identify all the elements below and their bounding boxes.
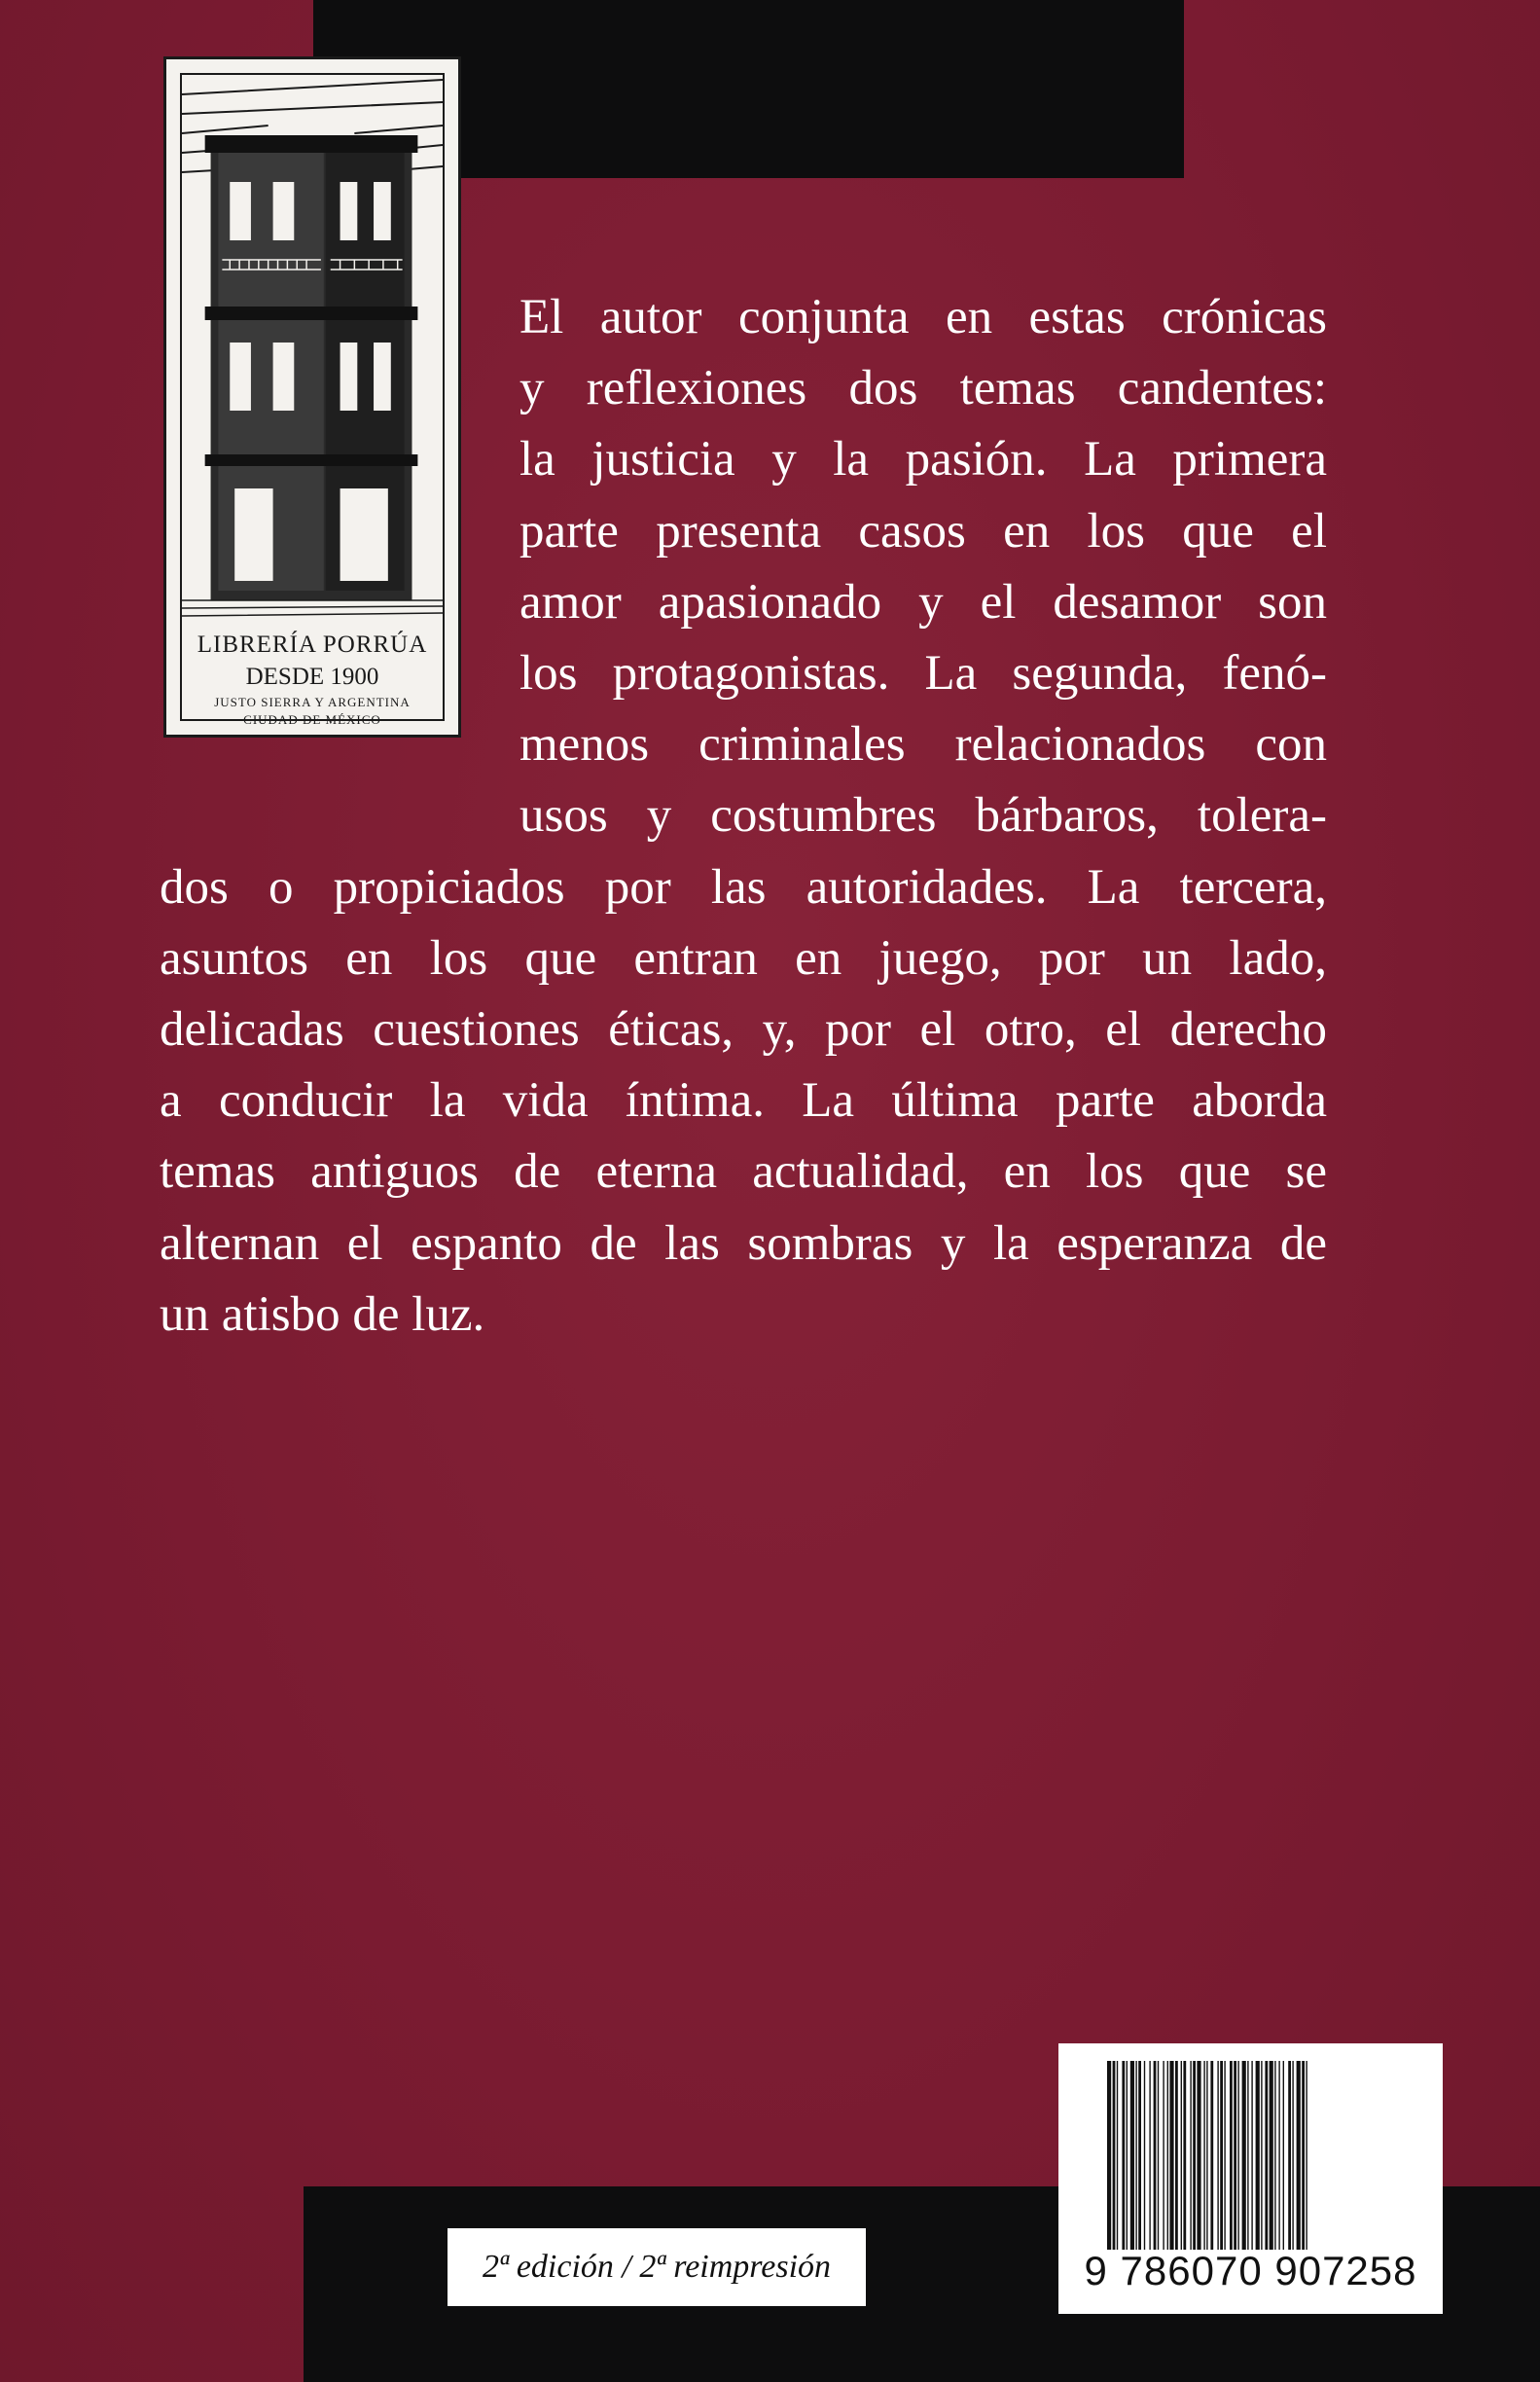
isbn-number: 9 786070 907258 (1084, 2248, 1417, 2293)
barcode-bar (1135, 2061, 1136, 2250)
blurb-line: temas antiguos de eterna actualidad, en los que se (160, 1144, 1327, 1200)
barcode-bar (1270, 2061, 1273, 2250)
barcode-bar (1292, 2061, 1293, 2250)
blurb-line: a conducir la vida íntima. La última parte aborda (160, 1073, 1327, 1129)
barcode-bar (1107, 2061, 1111, 2250)
barcode-bar (1302, 2061, 1305, 2250)
barcode-bar (1220, 2061, 1223, 2250)
barcode-bar (1256, 2061, 1260, 2250)
blurb-line: dos o propiciados por las autoridades. La tercera, (160, 859, 1327, 915)
barcode-bar (1163, 2061, 1164, 2250)
barcode-bar (1175, 2061, 1178, 2250)
barcode-bar (1167, 2061, 1168, 2250)
blurb-line: El autor conjunta en estas crónicas (519, 290, 1327, 344)
barcode-bar (1113, 2061, 1116, 2250)
blurb-line: usos y costumbres bárbaros, tolera- (519, 788, 1327, 844)
barcode-bar (1183, 2061, 1186, 2250)
blurb-line: y reflexiones dos temas candentes: (519, 361, 1327, 416)
blurb-line: los protagonistas. La segunda, fenó- (519, 646, 1327, 702)
barcode-bar (1154, 2061, 1157, 2250)
barcode-bar (1190, 2061, 1191, 2250)
barcode-bar (1230, 2061, 1233, 2250)
barcode-bar (1306, 2061, 1307, 2250)
barcode-bar (1197, 2061, 1200, 2250)
barcode-bar (1234, 2061, 1236, 2250)
barcode-bar (1206, 2061, 1207, 2250)
publisher-address-line1: JUSTO SIERRA Y ARGENTINA (214, 695, 411, 709)
blurb-line: alternan el espanto de las sombras y la esperanza de (160, 1215, 1327, 1271)
edition-label: 2ª edición / 2ª reimpresión (448, 2228, 866, 2306)
barcode-bar (1127, 2061, 1128, 2250)
blurb-line: parte presenta casos en los que el (519, 503, 1327, 559)
barcode-bar (1274, 2061, 1275, 2250)
isbn-barcode (1058, 2043, 1443, 2314)
blurb-line: menos criminales relacionados con (519, 717, 1327, 773)
barcode-bar (1210, 2061, 1213, 2250)
blurb-line: delicadas cuestiones éticas, y, por el otro, el derecho (160, 1002, 1327, 1058)
barcode-bar (1278, 2061, 1279, 2250)
blurb-line: amor apasionado y el desamor son (519, 574, 1327, 630)
barcode-bar (1224, 2061, 1225, 2250)
barcode-bar (1117, 2061, 1118, 2250)
back-cover-blurb (160, 282, 1327, 1351)
barcode-bar (1130, 2061, 1134, 2250)
barcode-bar (1247, 2061, 1248, 2250)
blurb-line: asuntos en los que entran en juego, por un lado, (160, 930, 1327, 986)
barcode-bar (1237, 2061, 1238, 2250)
barcode-bar (1288, 2061, 1291, 2250)
barcode-bar (1203, 2061, 1204, 2250)
publisher-name: LIBRERÍA PORRÚA (197, 632, 428, 658)
barcode-bar (1251, 2061, 1252, 2250)
barcode-bar (1149, 2061, 1150, 2250)
barcode-bar (1242, 2061, 1246, 2250)
barcode-icon (1107, 2061, 1404, 2250)
blurb-line: la justicia y la pasión. La primera (519, 432, 1327, 487)
barcode-bar (1265, 2061, 1268, 2250)
publisher-since: DESDE 1900 (245, 664, 379, 690)
barcode-bar (1283, 2061, 1284, 2250)
barcode-bar (1217, 2061, 1218, 2250)
publisher-address-line2: CIUDAD DE MÉXICO (243, 712, 381, 727)
barcode-bar (1138, 2061, 1141, 2250)
blurb-line: un atisbo de luz. (160, 1286, 485, 1342)
barcode-bar (1144, 2061, 1145, 2250)
barcode-bar (1297, 2061, 1301, 2250)
barcode-bar (1169, 2061, 1173, 2250)
barcode-bar (1181, 2061, 1182, 2250)
barcode-bar (1261, 2061, 1262, 2250)
barcode-bar (1193, 2061, 1196, 2250)
barcode-bar (1122, 2061, 1125, 2250)
barcode-bar (1158, 2061, 1159, 2250)
